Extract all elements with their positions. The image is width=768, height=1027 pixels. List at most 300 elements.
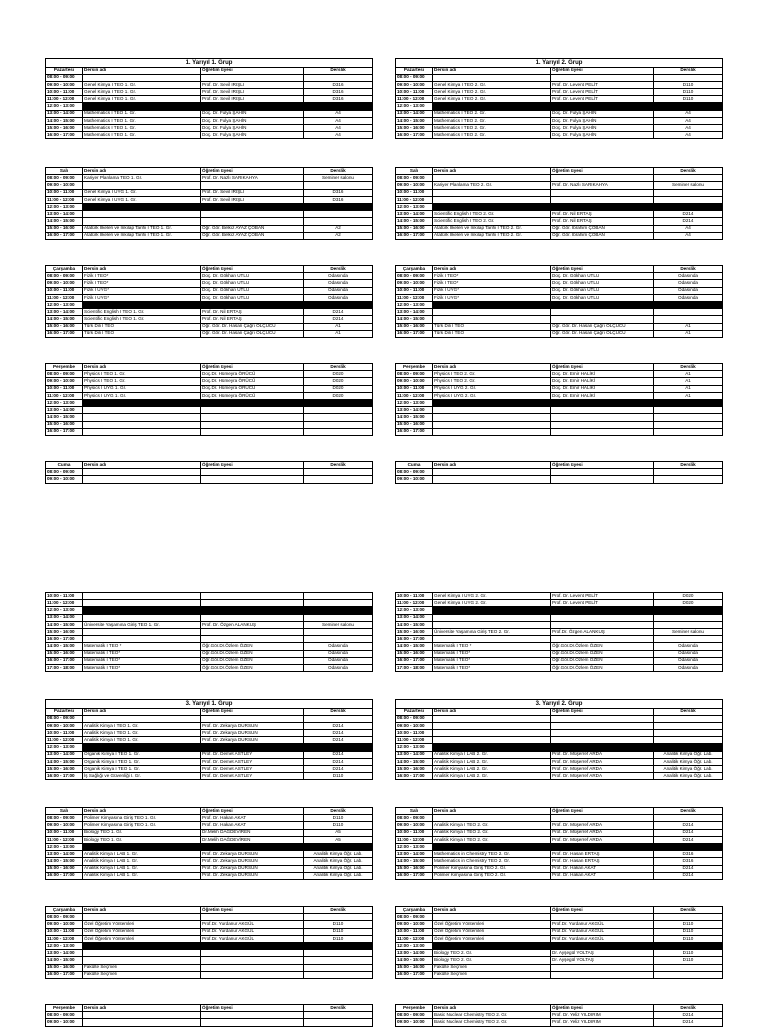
table-row <box>396 621 723 628</box>
time-cell: 08:00 - 09:00 <box>396 371 433 378</box>
room-cell <box>304 476 373 483</box>
course-cell: Türk Dili I TEO <box>433 330 551 337</box>
room-cell <box>654 407 723 414</box>
table-row <box>396 614 723 621</box>
room-cell: A1 <box>654 378 723 385</box>
table-row <box>46 872 373 879</box>
room-cell <box>654 815 723 822</box>
table-row <box>46 751 373 758</box>
room-cell: D110 <box>304 773 373 780</box>
course-cell: Üniversite Yaşamına Giriş TEO 1. Gr. <box>83 621 201 628</box>
room-cell <box>654 74 723 81</box>
room-cell: Seminer salonu <box>654 628 723 635</box>
table-row <box>396 737 723 744</box>
schedule-table <box>45 58 373 139</box>
instructor-cell: Prof. Dr. Yeliz YILDIRIM <box>551 1019 654 1026</box>
instructor-cell: Prof. Dr. Zekarya DURSUN <box>201 858 304 865</box>
time-cell: 14:00 - 15:00 <box>396 316 433 323</box>
course-cell <box>433 203 551 210</box>
room-cell <box>654 175 723 182</box>
course-cell <box>433 301 551 308</box>
table-row <box>396 758 723 765</box>
time-cell: 12:00 - 13:00 <box>396 744 433 751</box>
instructor-cell <box>201 715 304 722</box>
course-cell <box>83 421 201 428</box>
instructor-cell: Prof. Dr. Sevil IRIŞLI <box>201 81 304 88</box>
table-row <box>46 273 373 280</box>
table-row <box>46 399 373 406</box>
time-cell: 15:00 - 16:00 <box>46 628 83 635</box>
instructor-cell <box>551 421 654 428</box>
header-row <box>396 808 723 815</box>
instructor-cell: Öğr. Gör. Dr. Hasan Çağrı ÖLÇÜCÜ <box>201 323 304 330</box>
room-header: Derslik <box>304 67 373 74</box>
time-cell: 10:00 - 11:00 <box>46 189 83 196</box>
course-cell: Analitik Kimya I LAB 1. Gr. <box>83 858 201 865</box>
instructor-cell: Prof. Dr. Müşerref ARDA <box>551 758 654 765</box>
header-row <box>396 1005 723 1012</box>
room-cell: D316 <box>304 96 373 103</box>
time-cell: 12:00 - 13:00 <box>396 942 433 949</box>
room-cell: D110 <box>654 81 723 88</box>
table-row <box>46 189 373 196</box>
course-cell: Mathematics I TEO 2. Gr. <box>433 110 551 117</box>
time-cell: 15:00 - 16:00 <box>396 225 433 232</box>
room-cell <box>654 607 723 614</box>
instructor-cell <box>201 74 304 81</box>
time-cell: 09:00 - 10:00 <box>396 1019 433 1026</box>
table-row <box>396 722 723 729</box>
instructor-cell: Prof. Dr. Nil ERTAŞ <box>201 309 304 316</box>
schedule-table <box>395 58 723 139</box>
day-header: Salı <box>46 808 83 815</box>
table-row <box>396 189 723 196</box>
instructor-cell: Prof. Dr. Hakan AKAT <box>201 822 304 829</box>
table-row <box>396 287 723 294</box>
table-row <box>46 211 373 218</box>
course-cell <box>433 399 551 406</box>
course-cell: Genel Kimya I TEO 2. Gr. <box>433 89 551 96</box>
room-cell: D214 <box>654 218 723 225</box>
header-row <box>396 907 723 914</box>
schedule-table <box>45 1004 373 1027</box>
course-cell <box>83 1019 201 1026</box>
table-row <box>396 858 723 865</box>
course-header: Dersin adı <box>83 808 201 815</box>
course-cell: Basic Nuclear Chemistry TEO 2. Gr. <box>433 1019 551 1026</box>
course-cell <box>433 737 551 744</box>
room-header: Derslik <box>654 907 723 914</box>
room-header: Derslik <box>304 266 373 273</box>
time-cell: 11:00 - 12:00 <box>46 600 83 607</box>
instructor-cell <box>201 476 304 483</box>
course-cell: Physics I TEO 1. Gr. <box>83 378 201 385</box>
instructor-cell <box>201 1012 304 1019</box>
room-cell: A2 <box>304 225 373 232</box>
room-cell: A1 <box>654 330 723 337</box>
room-cell <box>304 942 373 949</box>
instructor-cell: Prof. Dr. Zekarya DURSUN <box>201 851 304 858</box>
header-row <box>46 168 373 175</box>
course-cell: Physics I TEO 2. Gr. <box>433 371 551 378</box>
time-cell: 09:00 - 10:00 <box>46 81 83 88</box>
room-cell: D214 <box>304 758 373 765</box>
time-cell: 16:00 - 17:00 <box>396 636 433 643</box>
table-row <box>396 766 723 773</box>
instructor-cell: Doç. Dr. Fulya ŞAHİN <box>201 125 304 132</box>
room-header: Derslik <box>654 708 723 715</box>
table-row <box>46 858 373 865</box>
table-row <box>46 964 373 971</box>
course-cell: Matematik I TEO* <box>83 650 201 657</box>
table-row <box>46 132 373 139</box>
room-cell: Odasında <box>304 650 373 657</box>
course-cell <box>433 744 551 751</box>
table-row <box>396 407 723 414</box>
course-cell: Organik Kimya I TEO 1. Gr. <box>83 766 201 773</box>
instructor-cell: Prof. Dr. Müşerref ARDA <box>551 836 654 843</box>
table-row <box>46 1012 373 1019</box>
table-row <box>46 1019 373 1026</box>
course-cell <box>83 593 201 600</box>
table-row <box>396 421 723 428</box>
table-row <box>396 836 723 843</box>
table-row <box>46 722 373 729</box>
time-cell: 16:00 - 17:00 <box>46 971 83 978</box>
table-row <box>396 773 723 780</box>
table-row <box>46 822 373 829</box>
table-row <box>396 399 723 406</box>
course-cell: Physics I UYG 1. Gr. <box>83 392 201 399</box>
time-cell: 08:00 - 09:00 <box>46 715 83 722</box>
time-cell: 10:00 - 11:00 <box>46 928 83 935</box>
instructor-cell <box>201 103 304 110</box>
instructor-cell: Doç. Dr. Fulya ŞAHİN <box>201 117 304 124</box>
course-cell: Analitik Kimya I TEO 2. Gr. <box>433 836 551 843</box>
time-cell: 14:00 - 15:00 <box>396 117 433 124</box>
course-cell <box>83 399 201 406</box>
room-cell: Odasında <box>654 650 723 657</box>
time-cell: 10:00 - 11:00 <box>396 730 433 737</box>
instructor-header: Öğretim üyesi <box>201 907 304 914</box>
header-row <box>46 67 373 74</box>
room-cell: A4 <box>304 117 373 124</box>
time-cell: 13:00 - 14:00 <box>396 950 433 957</box>
table-row <box>396 103 723 110</box>
course-cell: Organik Kimya I TEO 1. Gr. <box>83 758 201 765</box>
time-cell: 14:00 - 15:00 <box>46 621 83 628</box>
time-cell: 10:00 - 11:00 <box>46 730 83 737</box>
time-cell: 14:00 - 15:00 <box>396 643 433 650</box>
course-cell: Physics I UYG 2. Gr. <box>433 392 551 399</box>
course-cell <box>433 607 551 614</box>
time-cell: 11:00 - 12:00 <box>46 196 83 203</box>
course-header: Dersin adı <box>433 364 551 371</box>
instructor-cell: Doç. Dr. Emir HALİKİ <box>551 385 654 392</box>
room-cell: D316 <box>654 851 723 858</box>
room-cell <box>304 1012 373 1019</box>
instructor-cell: Prof. Dr. Zekarya DURSUN <box>201 730 304 737</box>
instructor-cell: Prof. Dr. Hakan AKAT <box>551 865 654 872</box>
time-cell: 10:00 - 11:00 <box>396 829 433 836</box>
course-cell: Fizik I TEO* <box>433 280 551 287</box>
schedule-table <box>395 592 723 672</box>
time-cell: 12:00 - 13:00 <box>46 103 83 110</box>
header-row <box>46 1005 373 1012</box>
room-cell: Odasında <box>654 280 723 287</box>
instructor-cell <box>201 421 304 428</box>
instructor-cell: Prof.Dr. Yurdanur AKGÜL <box>551 935 654 942</box>
course-cell: Organik Kimya I TEO 1. Gr. <box>83 751 201 758</box>
time-cell: 16:00 - 17:00 <box>396 657 433 664</box>
table-row <box>396 330 723 337</box>
course-cell <box>83 843 201 850</box>
table-row <box>396 81 723 88</box>
room-cell: A4 <box>654 110 723 117</box>
course-cell: Fizik I UYG* <box>83 294 201 301</box>
room-cell: Odasında <box>654 643 723 650</box>
time-cell: 14:00 - 15:00 <box>46 316 83 323</box>
instructor-cell <box>201 636 304 643</box>
time-cell: 11:00 - 12:00 <box>396 737 433 744</box>
instructor-cell <box>551 715 654 722</box>
room-cell: D110 <box>654 950 723 957</box>
room-cell <box>304 211 373 218</box>
table-row <box>396 865 723 872</box>
room-cell: A1 <box>654 385 723 392</box>
course-cell <box>83 407 201 414</box>
course-cell <box>433 421 551 428</box>
room-cell <box>304 628 373 635</box>
time-cell: 15:00 - 16:00 <box>46 865 83 872</box>
day-header: Perşembe <box>396 1005 433 1012</box>
room-cell <box>304 301 373 308</box>
course-header: Dersin adı <box>83 67 201 74</box>
day-header: Çarşamba <box>46 907 83 914</box>
course-cell: Fizik I UYG* <box>433 287 551 294</box>
table-row <box>46 414 373 421</box>
time-cell: 14:00 - 15:00 <box>396 957 433 964</box>
time-cell: 16:00 - 17:00 <box>396 428 433 435</box>
time-cell: 10:00 - 11:00 <box>396 385 433 392</box>
course-cell: Genel Kimya I TEO 2. Gr. <box>433 96 551 103</box>
table-row <box>396 971 723 978</box>
course-cell <box>433 309 551 316</box>
course-cell: Matematik I TEO * <box>83 643 201 650</box>
instructor-cell <box>201 211 304 218</box>
time-cell: 15:00 - 16:00 <box>46 225 83 232</box>
time-cell: 14:00 - 15:00 <box>46 957 83 964</box>
time-cell: 15:00 - 16:00 <box>396 865 433 872</box>
room-cell: D214 <box>654 1012 723 1019</box>
instructor-cell <box>201 957 304 964</box>
course-cell <box>83 211 201 218</box>
table-row <box>396 664 723 671</box>
table-row <box>46 476 373 483</box>
room-cell <box>304 421 373 428</box>
instructor-cell <box>201 942 304 949</box>
room-cell: D110 <box>654 935 723 942</box>
course-cell: Genel Kimya I UYG 2. Gr. <box>433 600 551 607</box>
room-header: Derslik <box>654 462 723 469</box>
table-row <box>396 280 723 287</box>
time-cell: 13:00 - 14:00 <box>46 950 83 957</box>
schedule-table <box>395 807 723 880</box>
instructor-cell: Öğr.Gör.Dr.Özlem ÖZEN <box>551 657 654 664</box>
table-row <box>46 407 373 414</box>
room-cell <box>654 614 723 621</box>
course-cell: Analitik Kimya I TEO 1. Gr. <box>83 730 201 737</box>
time-cell: 11:00 - 12:00 <box>396 935 433 942</box>
time-cell: 11:00 - 12:00 <box>46 737 83 744</box>
table-row <box>46 815 373 822</box>
table-row <box>396 715 723 722</box>
room-cell <box>304 218 373 225</box>
table-row <box>396 273 723 280</box>
room-cell <box>654 316 723 323</box>
instructor-cell <box>551 636 654 643</box>
room-cell <box>304 469 373 476</box>
table-row <box>396 935 723 942</box>
room-cell <box>304 950 373 957</box>
instructor-header: Öğretim üyesi <box>551 168 654 175</box>
time-cell: 16:00 - 17:00 <box>396 773 433 780</box>
time-cell: 10:00 - 11:00 <box>46 89 83 96</box>
course-header: Dersin adı <box>433 266 551 273</box>
room-cell: D020 <box>304 385 373 392</box>
course-cell: Genel Kimya I TEO 1. Gr. <box>83 89 201 96</box>
semester-group-title: 3. Yarıyıl 2. Grup <box>396 700 723 709</box>
time-cell: 11:00 - 12:00 <box>396 600 433 607</box>
course-cell: Fizik I UYG* <box>433 294 551 301</box>
course-header: Dersin adı <box>83 266 201 273</box>
course-cell: Polimer Kimyasına Giriş TEO 1. Gr. <box>83 822 201 829</box>
instructor-cell: Öğr.Gör.Dr.Özlem ÖZEN <box>551 643 654 650</box>
course-cell: Mathematics I TEO 1. Gr. <box>83 125 201 132</box>
time-cell: 12:00 - 13:00 <box>46 843 83 850</box>
table-row <box>396 628 723 635</box>
time-cell: 10:00 - 11:00 <box>396 287 433 294</box>
instructor-cell <box>201 628 304 635</box>
room-header: Derslik <box>654 1005 723 1012</box>
room-cell: Analitik Kimya Öğr. Lab. <box>304 865 373 872</box>
course-cell: Fizik I TEO* <box>83 280 201 287</box>
course-header: Dersin adı <box>433 168 551 175</box>
instructor-header: Öğretim üyesi <box>201 364 304 371</box>
time-cell: 11:00 - 12:00 <box>46 935 83 942</box>
header-row <box>396 168 723 175</box>
instructor-cell: Prof. Dr. Zekarya DURSUN <box>201 872 304 879</box>
course-cell <box>433 621 551 628</box>
header-row <box>46 708 373 715</box>
instructor-cell: Öğr. Gör. Dr. Hasan Çağrı ÖLÇÜCÜ <box>551 330 654 337</box>
instructor-cell <box>551 74 654 81</box>
time-cell: 13:00 - 14:00 <box>396 614 433 621</box>
time-cell: 13:00 - 14:00 <box>46 309 83 316</box>
table-row <box>396 1019 723 1026</box>
table-row <box>396 294 723 301</box>
room-cell <box>654 737 723 744</box>
course-cell: Physics I UYG 2. Gr. <box>433 385 551 392</box>
time-cell: 11:00 - 12:00 <box>46 836 83 843</box>
instructor-header: Öğretim üyesi <box>201 708 304 715</box>
time-cell: 08:00 - 09:00 <box>46 74 83 81</box>
table-row <box>46 928 373 935</box>
table-row <box>46 89 373 96</box>
time-cell: 10:00 - 11:00 <box>46 593 83 600</box>
table-row <box>46 766 373 773</box>
room-cell: Analitik Kimya Öğr. Lab. <box>654 773 723 780</box>
instructor-cell: Öğr.Gör.Dr.Özlem ÖZEN <box>201 643 304 650</box>
course-cell: Mathematics I TEO 1. Gr. <box>83 110 201 117</box>
course-cell: Özel Öğretim Yöntemleri <box>83 928 201 935</box>
room-cell: A4 <box>654 132 723 139</box>
room-header: Derslik <box>654 364 723 371</box>
course-cell <box>83 614 201 621</box>
room-cell: D214 <box>304 309 373 316</box>
instructor-cell: Prof. Dr. Nil ERTAŞ <box>201 316 304 323</box>
time-cell: 09:00 - 10:00 <box>46 378 83 385</box>
room-cell <box>304 715 373 722</box>
time-cell: 09:00 - 10:00 <box>396 378 433 385</box>
table-row <box>46 196 373 203</box>
table-row <box>46 935 373 942</box>
room-cell: D316 <box>304 81 373 88</box>
instructor-header: Öğretim üyesi <box>551 1005 654 1012</box>
course-cell <box>83 744 201 751</box>
room-header: Derslik <box>304 462 373 469</box>
time-cell: 09:00 - 10:00 <box>396 921 433 928</box>
time-cell: 11:00 - 12:00 <box>396 96 433 103</box>
course-cell: Genel Kimya I UYG 1. Gr. <box>83 196 201 203</box>
course-cell: Fizik I UYG* <box>83 287 201 294</box>
time-cell: 13:00 - 14:00 <box>396 751 433 758</box>
table-row <box>396 469 723 476</box>
course-cell: Analitik Kimya I LAB 1. Gr. <box>83 872 201 879</box>
room-cell <box>654 942 723 949</box>
time-cell: 16:00 - 17:00 <box>46 657 83 664</box>
course-cell: Türk Dili I TEO <box>433 323 551 330</box>
instructor-cell <box>551 964 654 971</box>
instructor-cell: Prof. Dr. Müşerref ARDA <box>551 773 654 780</box>
time-cell: 12:00 - 13:00 <box>46 744 83 751</box>
table-row <box>46 950 373 957</box>
room-cell: A4 <box>654 225 723 232</box>
course-cell: Mathematics I TEO 2. Gr. <box>433 117 551 124</box>
instructor-cell <box>551 469 654 476</box>
instructor-cell <box>551 744 654 751</box>
instructor-cell <box>551 103 654 110</box>
room-header: Derslik <box>654 168 723 175</box>
course-cell: Analitik Kimya I LAB 1. Gr. <box>83 865 201 872</box>
instructor-cell: Prof. Dr. Demet ASTLEY <box>201 758 304 765</box>
time-cell: 13:00 - 14:00 <box>396 110 433 117</box>
time-cell: 15:00 - 16:00 <box>46 650 83 657</box>
instructor-header: Öğretim üyesi <box>551 364 654 371</box>
course-header: Dersin adı <box>83 907 201 914</box>
instructor-cell <box>201 469 304 476</box>
room-cell <box>654 722 723 729</box>
instructor-cell <box>201 182 304 189</box>
course-cell <box>433 103 551 110</box>
room-cell: Analitik Kimya Öğr. Lab. <box>304 872 373 879</box>
time-cell: 16:00 - 17:00 <box>46 428 83 435</box>
time-cell: 11:00 - 12:00 <box>46 96 83 103</box>
room-cell: D214 <box>304 722 373 729</box>
room-cell: D214 <box>304 766 373 773</box>
time-cell: 13:00 - 14:00 <box>396 211 433 218</box>
table-row <box>396 607 723 614</box>
